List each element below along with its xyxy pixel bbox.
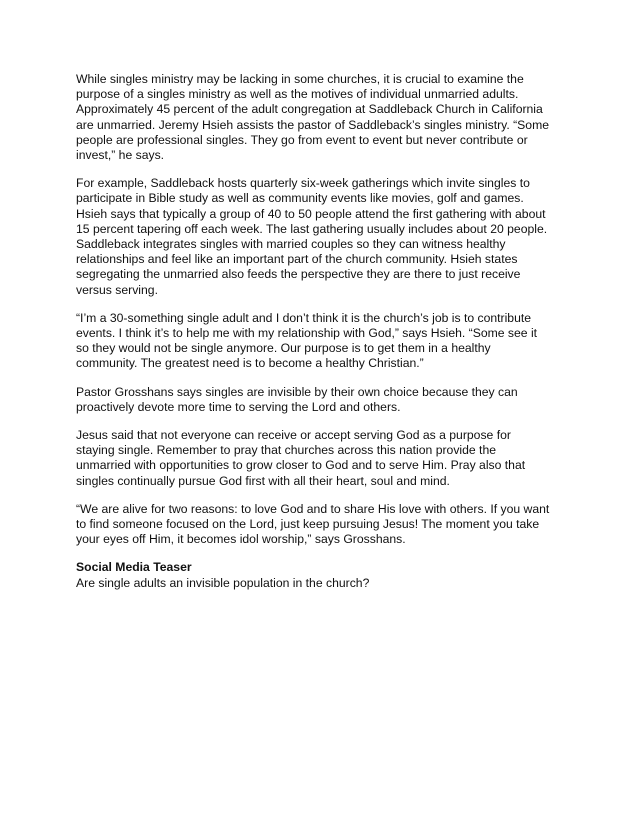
teaser-text: Are single adults an invisible population in the church?: [76, 575, 370, 590]
paragraph: “I’m a 30-something single adult and I don’t think it is the church’s job is to contribute events. I think it’s to help me with my relationship with God,” says Hsieh. “Some see it so they would not be single anymore. Our purpose is to get them in a healthy community. The greatest need is to become a healthy Christian.”: [76, 310, 538, 371]
paragraph: Jesus said that not everyone can receive or accept serving God as a purpose for staying single. Remember to pray that churches across this nation provide the unmarried with opportunities to grow closer to God and to serve Him. Pray also that singles continually pursue God first with all their heart, soul and mind.: [76, 428, 526, 488]
document-page: [76, 72, 562, 591]
paragraph: “We are alive for two reasons: to love God and to share His love with others. If you want to find someone focused on the Lord, just keep pursuing Jesus! The moment you take your eyes off Him, it becomes idol worship,” says Grosshans.: [76, 501, 550, 547]
paragraph: For example, Saddleback hosts quarterly six-week gatherings which invite singles to participate in Bible study as well as community events like movies, golf and games. Hsieh says that typically a group of 40 to 50 people attend the first gathering with about 15 percent tapering off each week. The last gathering usually includes about 20 people. Saddleback integrates singles with married couples so they can witness healthy relationships and feel like an important part of the church community. Hsieh states segregating the unmarried also feeds the perspective they are there to just receive versus serving.: [76, 176, 548, 297]
teaser-heading: Social Media Teaser: [76, 560, 192, 575]
paragraph: While singles ministry may be lacking in some churches, it is crucial to examine the purpose of a singles ministry as well as the motives of individual unmarried adults. Approximately 45 percent of the adult congregation at Saddleback Church in California are unmarried. Jeremy Hsieh assists the pastor of Saddleback’s singles ministry. “Some people are professional singles. They go from event to event but never contribute or invest,” he says.: [76, 72, 550, 163]
paragraph: Pastor Grosshans says singles are invisible by their own choice because they can proactively devote more time to serving the Lord and others.: [76, 384, 518, 414]
